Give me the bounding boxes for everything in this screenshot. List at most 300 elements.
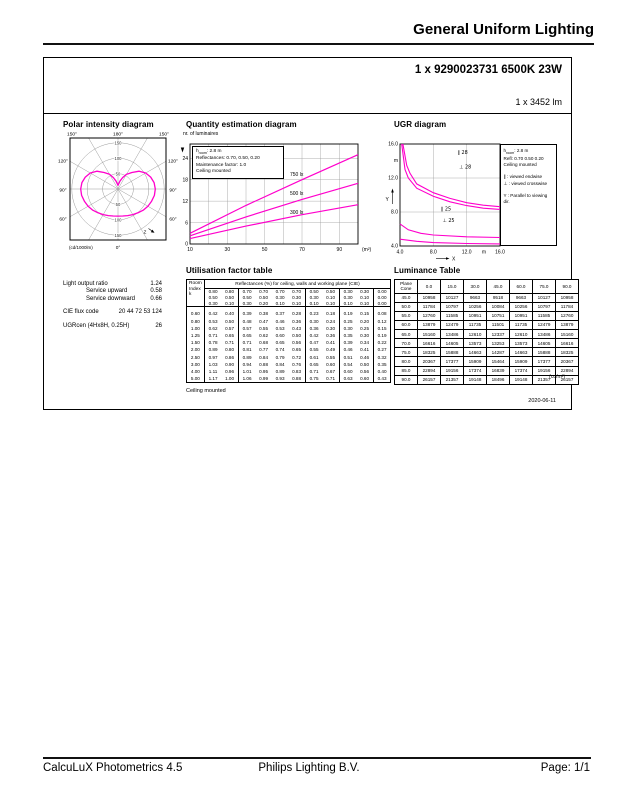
svg-text:0: 0 [185, 241, 188, 248]
svg-text:24: 24 [182, 155, 188, 162]
report-date: 2020-06-11 [528, 398, 556, 404]
uf-value-cell: 0.19 [373, 332, 391, 339]
uf-value-cell: 0.89 [208, 347, 218, 353]
uf-data-row [187, 361, 391, 368]
polar-diagram-title: Polar intensity diagram [63, 120, 154, 129]
luminance-value-cell: 10951 [510, 312, 533, 321]
svg-text:150: 150 [114, 233, 122, 238]
luminance-value-cell: 17377 [441, 357, 464, 366]
uf-reflectance-cell: 0.50 [208, 294, 218, 300]
svg-text:⊥ 25: ⊥ 25 [442, 218, 455, 225]
uf-value-cell: 0.34 [360, 340, 370, 346]
luminance-value-cell: 22894 [418, 366, 441, 375]
uf-value-cell: 0.65 [292, 347, 302, 353]
luminance-value-cell: 13573 [510, 339, 533, 348]
luminance-cone-cell: 60.0 [395, 321, 418, 330]
uf-value-cell: 0.12 [373, 318, 391, 325]
ugr-legend-endwise: ∥ : viewed endwise [503, 173, 543, 180]
luminance-value-cell: 13253 [487, 339, 510, 348]
uf-value-cell: 0.57 [238, 325, 255, 332]
luminance-value-cell: 11784 [556, 302, 579, 311]
uf-value-cell: 0.71 [326, 376, 336, 382]
uf-value-cell: 0.43 [292, 325, 302, 331]
svg-text:150°: 150° [159, 132, 169, 138]
ugr-legend-room-height: $h_{room}$: 2.8 m [503, 147, 529, 155]
luminance-row [395, 312, 579, 321]
uf-value-cell: 0.90 [225, 361, 235, 367]
luminance-value-cell: 14605 [441, 339, 464, 348]
uf-reflectance-cell: 0.50 [259, 294, 269, 300]
luminance-value-cell: 9663 [464, 293, 487, 302]
uf-value-cell: 0.71 [238, 339, 255, 346]
uf-value-cell: 0.15 [373, 325, 391, 332]
uf-reflectance-cell: 0.10 [275, 300, 285, 306]
utilisation-factor-table [186, 279, 391, 383]
uf-data-row [187, 307, 391, 318]
luminance-cone-cell: 50.0 [395, 302, 418, 311]
luminance-table-title: Luminance Table [394, 266, 461, 275]
uf-value-cell: 0.20 [360, 318, 370, 324]
photometric-row [63, 296, 162, 303]
svg-text:0°: 0° [115, 246, 121, 251]
uf-value-cell: 0.54 [339, 361, 356, 368]
luminance-value-cell: 12760 [556, 312, 579, 321]
luminance-value-cell: 13879 [418, 321, 441, 330]
uf-value-cell: 0.84 [275, 361, 285, 367]
uf-value-cell: 0.42 [305, 332, 322, 339]
uf-value-cell: 0.25 [339, 318, 356, 325]
uf-value-cell: 0.24 [326, 318, 336, 324]
luminance-value-cell: 10751 [487, 312, 510, 321]
ugr-legend-mounting: Ceiling mounted [503, 162, 537, 168]
inset-maintenance-factor: Maintenance factor: 1.0 [196, 162, 247, 168]
photometric-row [63, 281, 162, 288]
ugr-28-crosswise [402, 144, 500, 209]
luminance-value-cell: 16839 [487, 366, 510, 375]
luminance-value-cell: 9663 [510, 293, 533, 302]
svg-text:90°: 90° [169, 188, 177, 194]
uf-value-cell: 0.36 [292, 318, 302, 324]
luminance-value-cell: 12610 [464, 330, 487, 339]
luminance-cone-cell: 55.0 [395, 312, 418, 321]
svg-text:300 lx: 300 lx [290, 210, 304, 216]
ugr-legend-panel [500, 144, 557, 246]
uf-value-cell: 0.68 [259, 340, 269, 346]
uf-value-cell: 0.99 [259, 376, 269, 382]
luminance-value-cell: 15888 [533, 348, 556, 357]
svg-text:4.0: 4.0 [391, 243, 398, 250]
uf-value-cell: 0.43 [373, 375, 391, 383]
luminance-value-cell: 13573 [464, 339, 487, 348]
uf-value-cell: 0.60 [326, 361, 336, 367]
svg-text:50: 50 [115, 171, 121, 177]
luminance-value-cell: 18496 [487, 375, 510, 384]
uf-reflectance-cell: 0.30 [292, 294, 302, 300]
uf-reflectance-cell: 0.10 [225, 300, 235, 306]
uf-value-cell: 0.19 [339, 307, 356, 318]
uf-value-cell: 0.62 [208, 325, 218, 331]
uf-room-index: 1.25 [187, 332, 205, 339]
uf-value-cell: 0.50 [225, 318, 235, 324]
luminance-value-cell: 16616 [556, 339, 579, 348]
luminance-value-cell: 10958 [556, 293, 579, 302]
uf-value-cell: 0.67 [326, 369, 336, 375]
uf-value-cell: 0.28 [292, 311, 302, 317]
uf-room-index: 3.00 [187, 361, 205, 368]
luminance-value-cell: 10256 [464, 302, 487, 311]
uf-data-row [187, 368, 391, 375]
svg-text:8.0: 8.0 [429, 249, 437, 256]
svg-text:150°: 150° [67, 132, 77, 138]
uf-reflectance-cell: 0.00 [373, 295, 391, 301]
uf-reflectance-cell: 0.70 [238, 289, 255, 295]
ugr-gridlines [400, 144, 500, 246]
uf-reflectance-cell: 0.30 [360, 289, 370, 294]
uf-reflectance-cell: 0.70 [259, 289, 269, 294]
uf-value-cell: 0.32 [373, 354, 391, 361]
luminance-cone-cell: 85.0 [395, 366, 418, 375]
uf-value-cell: 0.75 [305, 375, 322, 383]
uf-value-cell: 0.89 [275, 369, 285, 375]
luminance-value-cell: 17374 [510, 366, 533, 375]
uf-value-cell: 1.11 [208, 369, 218, 375]
uf-value-cell: 0.95 [259, 369, 269, 375]
uf-value-cell: 0.93 [275, 376, 285, 382]
luminance-value-cell: 13879 [556, 321, 579, 330]
uf-value-cell: 0.72 [292, 354, 302, 360]
svg-text:⊥ 28: ⊥ 28 [459, 164, 472, 171]
ugr-legend-reflectances: Refl: 0.70 0.50 0.20 [503, 156, 544, 162]
svg-text:(cd/1000lm): (cd/1000lm) [69, 245, 93, 250]
luminance-row [395, 293, 579, 302]
series-line-300lx [190, 205, 358, 239]
luminance-value-cell: 12760 [418, 312, 441, 321]
uf-reflectance-cell: 0.00 [373, 301, 391, 307]
luminance-header-row [395, 280, 579, 294]
uf-reflectance-cell: 0.30 [238, 301, 255, 307]
svg-text:30: 30 [224, 247, 231, 253]
uf-value-cell: 0.41 [360, 347, 370, 353]
svg-text:750 lx: 750 lx [290, 172, 304, 178]
luminance-angle-header: 0.0 [418, 280, 441, 294]
uf-reflectance-cell: 0.70 [292, 289, 302, 294]
uf-value-cell: 0.30 [326, 325, 336, 331]
svg-text:∥ 28: ∥ 28 [457, 150, 468, 157]
luminance-value-cell: 15464 [487, 357, 510, 366]
uf-value-cell: 0.77 [259, 347, 269, 353]
luminance-value-cell: 26157 [418, 375, 441, 384]
luminance-value-cell: 18325 [418, 348, 441, 357]
uf-value-cell: 0.62 [259, 333, 269, 338]
uf-room-index: 1.50 [187, 339, 205, 346]
uf-reflectance-cell: 0.00 [373, 289, 391, 295]
uf-value-cell: 0.81 [238, 346, 255, 353]
uf-value-cell: 0.80 [225, 347, 235, 353]
uf-value-cell: 0.46 [360, 354, 370, 360]
uf-value-cell: 0.51 [339, 354, 356, 361]
uf-value-cell: 0.97 [208, 354, 218, 360]
uf-value-cell: 0.48 [238, 318, 255, 325]
luminance-cone-cell: 75.0 [395, 348, 418, 357]
uf-data-row [187, 339, 391, 346]
luminance-value-cell: 18325 [556, 348, 579, 357]
svg-text:X: X [452, 256, 456, 263]
uf-reflectance-cell: 0.30 [305, 295, 322, 301]
luminance-value-cell: 11784 [418, 302, 441, 311]
svg-text:70: 70 [299, 247, 305, 253]
uf-data-row [187, 318, 391, 325]
svg-text:50: 50 [261, 247, 268, 253]
footer-page-number: Page: 1/1 [540, 762, 590, 774]
ugr-25-endwise [400, 224, 500, 238]
svg-text:m: m [393, 158, 398, 164]
uf-reflectance-cell: 0.10 [339, 301, 356, 307]
luminance-angle-header: 30.0 [464, 280, 487, 294]
uf-value-cell: 0.65 [275, 340, 285, 346]
uf-value-cell: 0.30 [305, 318, 322, 325]
uf-room-index: 0.80 [187, 318, 205, 325]
luminance-cone-cell: 90.0 [395, 375, 418, 384]
luminance-value-cell: 19156 [441, 366, 464, 375]
quantity-y-axis-label: nr. of luminaires [183, 131, 219, 137]
uf-value-cell: 1.00 [225, 376, 235, 382]
uf-value-cell: 0.65 [305, 361, 322, 368]
svg-text:90: 90 [336, 247, 343, 253]
photometric-value: 26 [155, 322, 162, 329]
uf-reflectance-cell: 0.30 [208, 300, 218, 306]
luminance-row [395, 357, 579, 366]
uf-value-cell: 0.30 [360, 333, 370, 338]
uf-corner-cell: Room Index k [187, 280, 205, 307]
uf-value-cell: 0.83 [292, 369, 302, 375]
luminance-value-cell: 11735 [510, 321, 533, 330]
svg-text:60°: 60° [169, 217, 177, 223]
polar-grid [56, 128, 180, 259]
photometric-value: 1.24 [150, 281, 162, 287]
uf-value-cell: 1.17 [208, 376, 218, 382]
uf-value-cell: 0.63 [339, 375, 356, 383]
uf-value-cell: 0.60 [339, 368, 356, 375]
uf-value-cell: 0.60 [275, 333, 285, 338]
luminance-value-cell: 12610 [510, 330, 533, 339]
uf-value-cell: 0.38 [259, 311, 269, 317]
luminance-value-cell: 12479 [533, 321, 556, 330]
svg-text:500 lx: 500 lx [290, 191, 304, 197]
uf-value-cell: 0.55 [259, 325, 269, 331]
luminance-row [395, 339, 579, 348]
uf-value-cell: 0.39 [238, 307, 255, 318]
footer-rule [43, 757, 591, 759]
luminance-value-cell: 12337 [487, 330, 510, 339]
ugr-diagram-title: UGR diagram [394, 120, 447, 129]
uf-reflectance-cell: 0.80 [225, 289, 235, 294]
photometric-value: 20 44 72 53 124 [118, 309, 162, 316]
luminance-value-cell: 15160 [418, 330, 441, 339]
svg-text:50: 50 [115, 202, 121, 208]
uf-value-cell: 0.22 [373, 339, 391, 346]
svg-text:10: 10 [187, 247, 193, 253]
luminance-value-cell: 11585 [533, 312, 556, 321]
uf-value-cell: 0.60 [360, 376, 370, 382]
uf-value-cell: 0.50 [292, 333, 302, 338]
uf-value-cell: 0.40 [225, 311, 235, 317]
luminance-value-cell: 14287 [487, 348, 510, 357]
svg-text:8.0: 8.0 [391, 209, 398, 216]
uf-reflectance-cell: 0.20 [259, 300, 269, 306]
uf-reflectance-cell: 0.70 [275, 289, 285, 294]
uf-reflectance-cell: 0.50 [326, 289, 336, 294]
luminance-value-cell: 21357 [441, 375, 464, 384]
ugr-plot-border [400, 144, 500, 246]
uf-data-row [187, 325, 391, 332]
photometric-value: 0.66 [150, 295, 162, 302]
luminance-unit-label: (cd/m²) [549, 374, 565, 380]
luminance-value-cell: 10084 [487, 302, 510, 311]
uf-value-cell: 0.88 [292, 376, 302, 382]
uf-value-cell: 0.47 [259, 318, 269, 324]
uf-reflectance-cell: 0.10 [360, 294, 370, 300]
uf-value-cell: 0.42 [208, 311, 218, 317]
luminance-value-cell: 11735 [464, 321, 487, 330]
inset-room-height: $h_{room}$: 2.8 m [196, 149, 222, 155]
utilisation-table-title: Utilisation factor table [186, 266, 273, 275]
luminance-value-cell: 14605 [533, 339, 556, 348]
svg-text:100: 100 [114, 156, 122, 161]
uf-value-cell: 0.36 [326, 333, 336, 338]
uf-room-index: 5.00 [187, 375, 205, 383]
luminance-value-cell: 14663 [510, 348, 533, 357]
luminance-corner-cell: Plane Cone [395, 280, 418, 294]
uf-value-cell: 0.23 [305, 307, 322, 318]
uf-reflectance-cell: 0.10 [292, 300, 302, 306]
luminance-value-cell: 13486 [533, 330, 556, 339]
uf-value-cell: 1.06 [238, 375, 255, 383]
svg-text:100: 100 [114, 217, 122, 223]
luminance-value-cell: 21357 [533, 375, 556, 384]
luminance-value-cell: 15888 [441, 348, 464, 357]
svg-text:12: 12 [182, 198, 188, 205]
uf-value-cell: 0.86 [225, 354, 235, 360]
uf-room-index: 0.60 [187, 307, 205, 318]
luminance-value-cell: 17374 [464, 366, 487, 375]
uf-reflectance-cell: 0.10 [360, 300, 370, 306]
uf-value-cell: 0.15 [360, 311, 370, 317]
uf-value-cell: 1.03 [208, 361, 218, 367]
uf-value-cell: 0.65 [238, 332, 255, 339]
uf-value-cell: 0.89 [238, 354, 255, 361]
luminance-value-cell: 9518 [487, 293, 510, 302]
svg-text:m: m [481, 249, 487, 256]
luminance-row [395, 321, 579, 330]
header-separator-rule [44, 113, 571, 114]
svg-text:∥ 25: ∥ 25 [440, 206, 452, 213]
uf-room-index: 2.50 [187, 354, 205, 361]
uf-value-cell: 0.71 [208, 333, 218, 338]
uf-value-cell: 0.61 [305, 354, 322, 361]
header-rule [43, 43, 594, 45]
uf-reflectance-cell: 0.50 [238, 295, 255, 301]
uf-value-cell: 0.74 [275, 347, 285, 353]
photometric-row [63, 309, 162, 316]
photometric-row [63, 288, 162, 295]
uf-reflectance-cell: 0.80 [208, 289, 218, 294]
polar-intensity-diagram [56, 128, 180, 260]
luminance-value-cell: 10797 [533, 302, 556, 311]
luminance-value-cell: 10127 [441, 293, 464, 302]
uf-value-cell: 0.84 [259, 354, 269, 360]
uf-reflectance-cell: 0.30 [339, 295, 356, 301]
uf-value-cell: 0.46 [275, 318, 285, 324]
luminance-value-cell: 10958 [418, 293, 441, 302]
uf-value-cell: 0.53 [275, 325, 285, 331]
svg-text:Y: Y [385, 197, 389, 203]
uf-value-cell: 0.76 [292, 361, 302, 367]
uf-value-cell: 0.96 [225, 369, 235, 375]
photometric-label: Service downward [86, 295, 136, 302]
uf-value-cell: 0.40 [373, 368, 391, 375]
uf-value-cell: 0.71 [305, 368, 322, 375]
footer-app-name: CalcuLuX Photometrics 4.5 [43, 762, 183, 774]
uf-data-row [187, 332, 391, 339]
uf-data-row [187, 346, 391, 353]
luminance-value-cell: 19148 [464, 375, 487, 384]
uf-value-cell: 0.41 [326, 340, 336, 346]
uf-reflectance-cell: 0.10 [305, 301, 322, 307]
uf-value-cell: 0.88 [259, 361, 269, 367]
ugr-curves [400, 144, 500, 244]
uf-value-cell: 0.65 [225, 333, 235, 338]
svg-text:90°: 90° [59, 188, 67, 194]
uf-reflectance-cell: 0.10 [326, 300, 336, 306]
svg-text:18: 18 [182, 177, 188, 184]
footer-company: Philips Lighting B.V. [258, 762, 360, 774]
luminance-value-cell: 10797 [441, 302, 464, 311]
uf-value-cell: 0.27 [373, 346, 391, 353]
ugr-chart [384, 138, 506, 264]
svg-text:180°: 180° [113, 132, 123, 138]
quantity-diagram-title: Quantity estimation diagram [186, 120, 297, 129]
ugr-28-endwise [403, 144, 500, 207]
luminance-angle-header: 15.0 [441, 280, 464, 294]
svg-text:60°: 60° [59, 217, 67, 223]
uf-value-cell: 0.39 [339, 339, 356, 346]
uf-room-index: 4.00 [187, 368, 205, 375]
luminance-value-cell: 11585 [441, 312, 464, 321]
uf-value-cell: 0.35 [373, 361, 391, 368]
luminance-value-cell: 16616 [418, 339, 441, 348]
uf-value-cell: 0.50 [360, 361, 370, 367]
luminance-value-cell: 13486 [441, 330, 464, 339]
uf-value-cell: 0.30 [339, 325, 356, 332]
svg-text:12.0: 12.0 [461, 249, 472, 256]
luminance-value-cell: 22894 [556, 366, 579, 375]
uf-reflectance-cell: 0.30 [275, 294, 285, 300]
ugr-legend-crosswise: ⊥ : viewed crosswise [503, 180, 548, 187]
uf-value-cell: 0.94 [238, 361, 255, 368]
luminance-angle-header: 60.0 [510, 280, 533, 294]
uf-value-cell: 0.46 [339, 346, 356, 353]
luminance-value-cell: 26157 [556, 375, 579, 384]
uf-header-cell: Reflectances (%) for ceiling, walls and working plane (CIE) [204, 280, 391, 289]
photometric-summary [63, 281, 162, 330]
uf-data-row [187, 354, 391, 361]
svg-text:Z: Z [143, 229, 147, 235]
uf-reflectance-cell: 0.50 [225, 294, 235, 300]
svg-text:12.0: 12.0 [388, 175, 398, 182]
uf-data-row [187, 375, 391, 383]
inset-mounting: Ceiling mounted [196, 169, 231, 175]
uf-value-cell: 0.35 [339, 332, 356, 339]
